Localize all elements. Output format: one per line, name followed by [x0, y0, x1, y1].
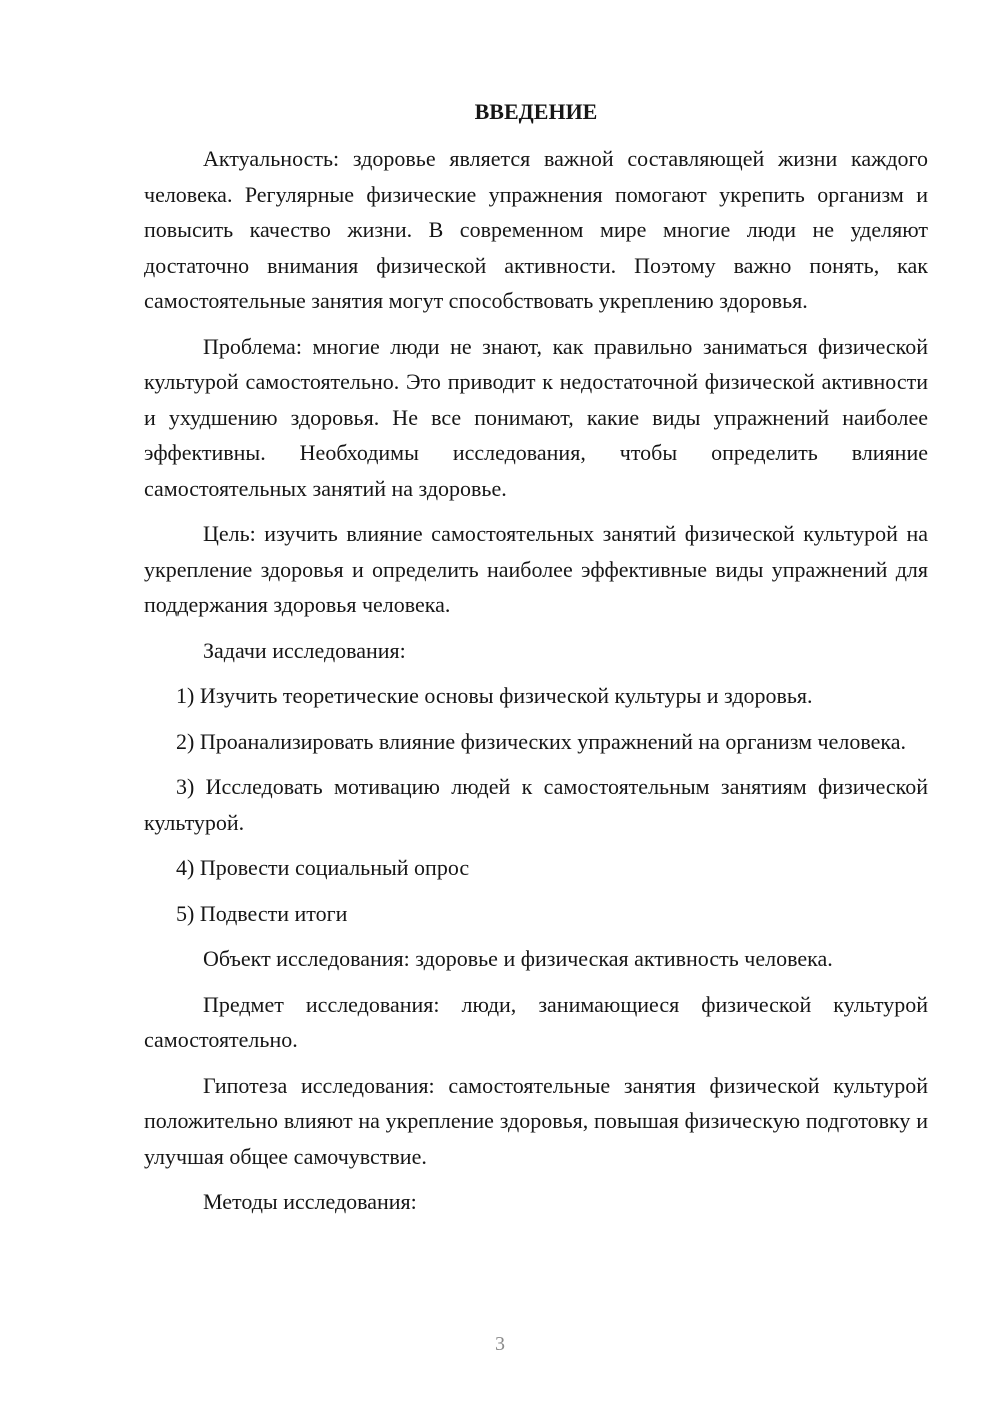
paragraph-tasks-heading: Задачи исследования:: [203, 637, 406, 663]
paragraph-relevance: Актуальность: здоровье является важной составляющей жизни каждого человека. Регулярные физические упражнения помогают укрепить организм и повысить качество жизни. В современном мире многие люди не уделяют достаточно внимания физической активности. Поэтому важно понять, как самостоятельные занятия могут способствовать укреплению здоровья.: [144, 146, 928, 313]
paragraph-object: Объект исследования: здоровье и физическая активность человека.: [203, 946, 833, 971]
paragraph-hypothesis: Гипотеза исследования: самостоятельные занятия физической культурой положительно влияют на укрепление здоровья, повышая физическую подготовку и улучшая общее самочувствие.: [144, 1072, 928, 1169]
page-title: ВВЕДЕНИЕ: [474, 99, 598, 124]
paragraph-problem: Проблема: многие люди не знают, как правильно заниматься физической культурой самостоятельно. Это приводит к недостаточной физической активности и ухудшению здоровья. Не все понимают, какие виды упражнений наиболее эффективны. Необходимы исследования, чтобы определить влияние самостоятельных занятий на здоровье.: [144, 333, 928, 501]
task-item: 1) Изучить теоретические основы физической культуры и здоровья.: [176, 683, 813, 708]
page-content: [144, 94, 928, 1230]
paragraph-methods: Методы исследования:: [203, 1189, 417, 1214]
paragraph-goal: Цель: изучить влияние самостоятельных занятий физической культурой на укрепление здоровья и определить наиболее эффективные виды упражнений для поддержания здоровья человека.: [144, 521, 928, 617]
task-item: 5) Подвести итоги: [176, 900, 348, 926]
page-number: 3: [495, 1333, 505, 1355]
task-item: 3) Исследовать мотивацию людей к самостоятельным занятиям физической культурой.: [144, 774, 928, 835]
paragraph-subject: Предмет исследования: люди, занимающиеся физической культурой самостоятельно.: [144, 991, 928, 1052]
task-item: 2) Проанализировать влияние физических упражнений на организм человека.: [176, 728, 906, 754]
task-item: 4) Провести социальный опрос: [176, 855, 470, 880]
